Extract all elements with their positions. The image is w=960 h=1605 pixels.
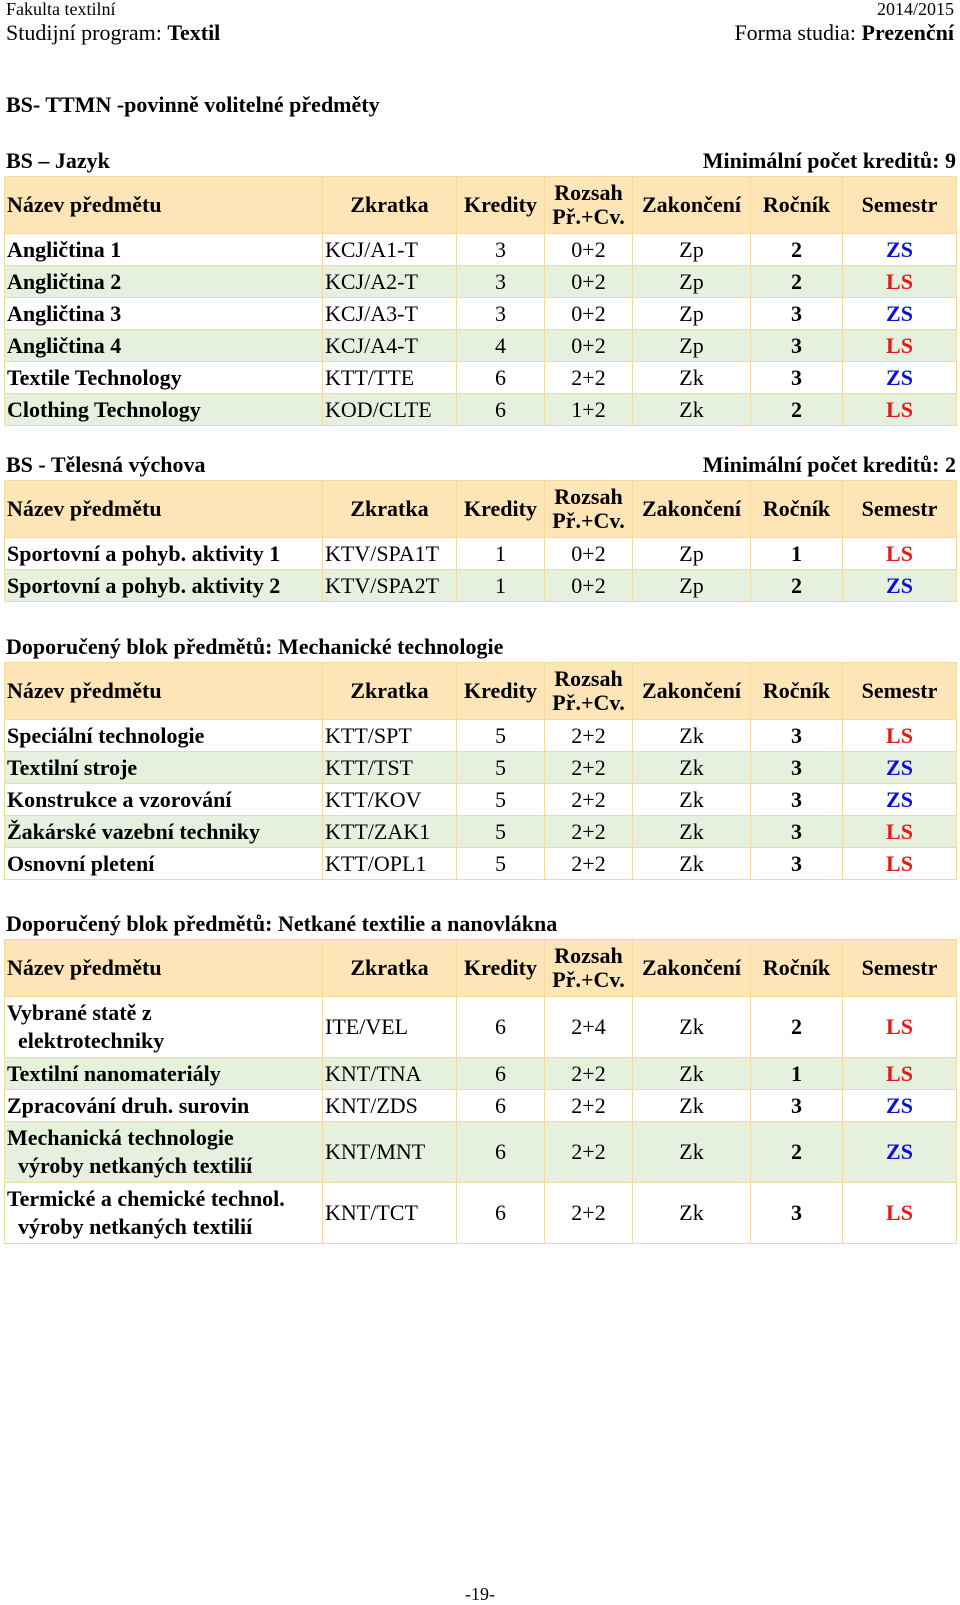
year: 2: [751, 997, 843, 1058]
column-header: Zkratka: [323, 481, 457, 538]
course-name: Vybrané statě z elektrotechniky: [5, 997, 323, 1058]
completion: Zk: [633, 784, 751, 816]
column-header: Kredity: [457, 940, 545, 997]
table-row: [5, 1183, 957, 1244]
semester: ZS: [843, 234, 957, 266]
course-code: ITE/VEL: [323, 997, 457, 1058]
hours: 0+2: [545, 538, 633, 570]
page-title: BS- TTMN -povinně volitelné předměty: [6, 92, 380, 117]
hours: 2+2: [545, 362, 633, 394]
column-header: Zakončení: [633, 940, 751, 997]
year: 1: [751, 1058, 843, 1090]
course-name: Clothing Technology: [5, 394, 323, 426]
course-name: Textile Technology: [5, 362, 323, 394]
course-code: KNT/TNA: [323, 1058, 457, 1090]
column-header: Kredity: [457, 177, 545, 234]
hours: 0+2: [545, 234, 633, 266]
column-header: Zakončení: [633, 481, 751, 538]
hours: 2+2: [545, 752, 633, 784]
course-table: [4, 939, 957, 1244]
semester: ZS: [843, 1090, 957, 1122]
course-name: Speciální technologie: [5, 720, 323, 752]
credits: 6: [457, 1183, 545, 1244]
block-title-text: BS – Jazyk: [6, 148, 110, 173]
completion: Zk: [633, 816, 751, 848]
course-code: KCJ/A2-T: [323, 266, 457, 298]
table-row: [5, 394, 957, 426]
hours: 1+2: [545, 394, 633, 426]
course-code: KTT/OPL1: [323, 848, 457, 880]
column-header: Semestr: [843, 481, 957, 538]
credits: 5: [457, 752, 545, 784]
credits: 5: [457, 848, 545, 880]
course-name: Sportovní a pohyb. aktivity 1: [5, 538, 323, 570]
completion: Zp: [633, 298, 751, 330]
semester: LS: [843, 538, 957, 570]
course-code: KCJ/A4-T: [323, 330, 457, 362]
column-header: Zkratka: [323, 663, 457, 720]
column-header: Kredity: [457, 663, 545, 720]
year: 2: [751, 394, 843, 426]
credits: 6: [457, 997, 545, 1058]
table-row: [5, 997, 957, 1058]
course-code: KTT/ZAK1: [323, 816, 457, 848]
column-header: Rozsah Př.+Cv.: [545, 481, 633, 538]
hours: 2+2: [545, 784, 633, 816]
year: 2: [751, 266, 843, 298]
year: 1: [751, 538, 843, 570]
table-row: [5, 1058, 957, 1090]
course-code: KCJ/A3-T: [323, 298, 457, 330]
course-table: [4, 662, 957, 880]
block-title: [4, 909, 956, 939]
block-title-text: Doporučený blok předmětů: Mechanické technologie: [6, 634, 504, 659]
table-row: [5, 720, 957, 752]
completion: Zp: [633, 234, 751, 266]
semester: ZS: [843, 752, 957, 784]
faculty-name: Fakulta textilní: [6, 0, 116, 19]
semester: ZS: [843, 1122, 957, 1183]
completion: Zk: [633, 394, 751, 426]
course-name: Termické a chemické technol. výroby netkaných textilií: [5, 1183, 323, 1244]
block-title: [4, 632, 956, 662]
table-row: [5, 330, 957, 362]
completion: Zk: [633, 997, 751, 1058]
block-title-text: BS - Tělesná výchova: [6, 452, 206, 477]
course-name: Angličtina 2: [5, 266, 323, 298]
course-block: [4, 632, 956, 880]
credits: 6: [457, 394, 545, 426]
column-header: Rozsah Př.+Cv.: [545, 663, 633, 720]
year: 2: [751, 1122, 843, 1183]
min-credits: Minimální počet kreditů: 9: [702, 148, 956, 173]
course-code: KTT/SPT: [323, 720, 457, 752]
table-row: [5, 752, 957, 784]
credits: 5: [457, 720, 545, 752]
credits: 3: [457, 234, 545, 266]
table-header-row: [5, 663, 957, 720]
semester: LS: [843, 997, 957, 1058]
credits: 5: [457, 784, 545, 816]
year: 3: [751, 1090, 843, 1122]
credits: 6: [457, 362, 545, 394]
year: 2: [751, 570, 843, 602]
table-row: [5, 570, 957, 602]
semester: LS: [843, 720, 957, 752]
column-header: Název předmětu: [5, 940, 323, 997]
year: 3: [751, 362, 843, 394]
course-code: KTV/SPA2T: [323, 570, 457, 602]
semester: LS: [843, 1183, 957, 1244]
semester: LS: [843, 848, 957, 880]
course-name: Textilní stroje: [5, 752, 323, 784]
credits: 5: [457, 816, 545, 848]
year: 3: [751, 784, 843, 816]
year: 3: [751, 298, 843, 330]
year: 2: [751, 234, 843, 266]
hours: 2+2: [545, 1090, 633, 1122]
semester: LS: [843, 816, 957, 848]
hours: 0+2: [545, 570, 633, 602]
hours: 2+2: [545, 848, 633, 880]
hours: 2+2: [545, 1058, 633, 1090]
course-name: Angličtina 3: [5, 298, 323, 330]
credits: 1: [457, 538, 545, 570]
column-header: Semestr: [843, 940, 957, 997]
column-header: Rozsah Př.+Cv.: [545, 177, 633, 234]
course-name: Zpracování druh. surovin: [5, 1090, 323, 1122]
course-name: Textilní nanomateriály: [5, 1058, 323, 1090]
column-header: Rozsah Př.+Cv.: [545, 940, 633, 997]
hours: 0+2: [545, 298, 633, 330]
credits: 6: [457, 1090, 545, 1122]
credits: 3: [457, 298, 545, 330]
year: 3: [751, 816, 843, 848]
hours: 2+4: [545, 997, 633, 1058]
course-name: Mechanická technologie výroby netkaných textilií: [5, 1122, 323, 1183]
column-header: Zkratka: [323, 940, 457, 997]
column-header: Zakončení: [633, 177, 751, 234]
semester: ZS: [843, 362, 957, 394]
credits: 6: [457, 1058, 545, 1090]
semester: ZS: [843, 298, 957, 330]
semester: ZS: [843, 784, 957, 816]
credits: 6: [457, 1122, 545, 1183]
semester: LS: [843, 1058, 957, 1090]
page-number: -19-: [465, 1584, 495, 1604]
course-code: KTT/KOV: [323, 784, 457, 816]
table-row: [5, 538, 957, 570]
column-header: Zakončení: [633, 663, 751, 720]
course-name: Osnovní pletení: [5, 848, 323, 880]
block-title: [4, 146, 956, 176]
table-row: [5, 362, 957, 394]
course-code: KTT/TTE: [323, 362, 457, 394]
table-row: [5, 1090, 957, 1122]
column-header: Ročník: [751, 940, 843, 997]
table-header-row: [5, 940, 957, 997]
course-code: KNT/ZDS: [323, 1090, 457, 1122]
hours: 0+2: [545, 266, 633, 298]
completion: Zk: [633, 1122, 751, 1183]
course-code: KCJ/A1-T: [323, 234, 457, 266]
hours: 2+2: [545, 720, 633, 752]
column-header: Kredity: [457, 481, 545, 538]
table-row: [5, 266, 957, 298]
course-table: [4, 480, 957, 602]
year: 3: [751, 752, 843, 784]
completion: Zp: [633, 570, 751, 602]
column-header: Semestr: [843, 663, 957, 720]
course-code: KTT/TST: [323, 752, 457, 784]
table-header-row: [5, 481, 957, 538]
hours: 2+2: [545, 816, 633, 848]
year: 3: [751, 720, 843, 752]
year: 3: [751, 848, 843, 880]
table-header-row: [5, 177, 957, 234]
course-table: [4, 176, 957, 426]
column-header: Název předmětu: [5, 663, 323, 720]
block-title: [4, 450, 956, 480]
course-code: KTV/SPA1T: [323, 538, 457, 570]
completion: Zp: [633, 330, 751, 362]
year: 3: [751, 330, 843, 362]
block-title-text: Doporučený blok předmětů: Netkané textilie a nanovlákna: [6, 911, 558, 936]
hours: 0+2: [545, 330, 633, 362]
table-row: [5, 816, 957, 848]
course-block: [4, 146, 956, 426]
min-credits: Minimální počet kreditů: 2: [702, 452, 956, 477]
completion: Zp: [633, 266, 751, 298]
credits: 1: [457, 570, 545, 602]
running-header: [6, 0, 954, 18]
course-code: KNT/MNT: [323, 1122, 457, 1183]
course-block: [4, 909, 956, 1244]
course-name: Angličtina 4: [5, 330, 323, 362]
column-header: Semestr: [843, 177, 957, 234]
completion: Zk: [633, 1090, 751, 1122]
table-row: [5, 848, 957, 880]
column-header: Název předmětu: [5, 481, 323, 538]
table-row: [5, 298, 957, 330]
year: 3: [751, 1183, 843, 1244]
hours: 2+2: [545, 1183, 633, 1244]
column-header: Název předmětu: [5, 177, 323, 234]
program-label: Studijní program: Textil: [6, 20, 221, 45]
course-name: Žakárské vazební techniky: [5, 816, 323, 848]
course-name: Sportovní a pohyb. aktivity 2: [5, 570, 323, 602]
credits: 3: [457, 266, 545, 298]
column-header: Ročník: [751, 663, 843, 720]
credits: 4: [457, 330, 545, 362]
completion: Zk: [633, 720, 751, 752]
program-header: [6, 20, 954, 46]
semester: LS: [843, 266, 957, 298]
completion: Zk: [633, 752, 751, 784]
table-row: [5, 234, 957, 266]
column-header: Ročník: [751, 177, 843, 234]
semester: LS: [843, 394, 957, 426]
course-code: KNT/TCT: [323, 1183, 457, 1244]
course-code: KOD/CLTE: [323, 394, 457, 426]
completion: Zk: [633, 362, 751, 394]
semester: LS: [843, 330, 957, 362]
hours: 2+2: [545, 1122, 633, 1183]
course-block: [4, 450, 956, 602]
study-form: Forma studia: Prezenční: [734, 20, 954, 45]
academic-year: 2014/2015: [876, 0, 954, 19]
column-header: Zkratka: [323, 177, 457, 234]
table-row: [5, 784, 957, 816]
completion: Zk: [633, 1183, 751, 1244]
column-header: Ročník: [751, 481, 843, 538]
table-row: [5, 1122, 957, 1183]
completion: Zp: [633, 538, 751, 570]
course-name: Angličtina 1: [5, 234, 323, 266]
semester: ZS: [843, 570, 957, 602]
course-name: Konstrukce a vzorování: [5, 784, 323, 816]
completion: Zk: [633, 848, 751, 880]
completion: Zk: [633, 1058, 751, 1090]
